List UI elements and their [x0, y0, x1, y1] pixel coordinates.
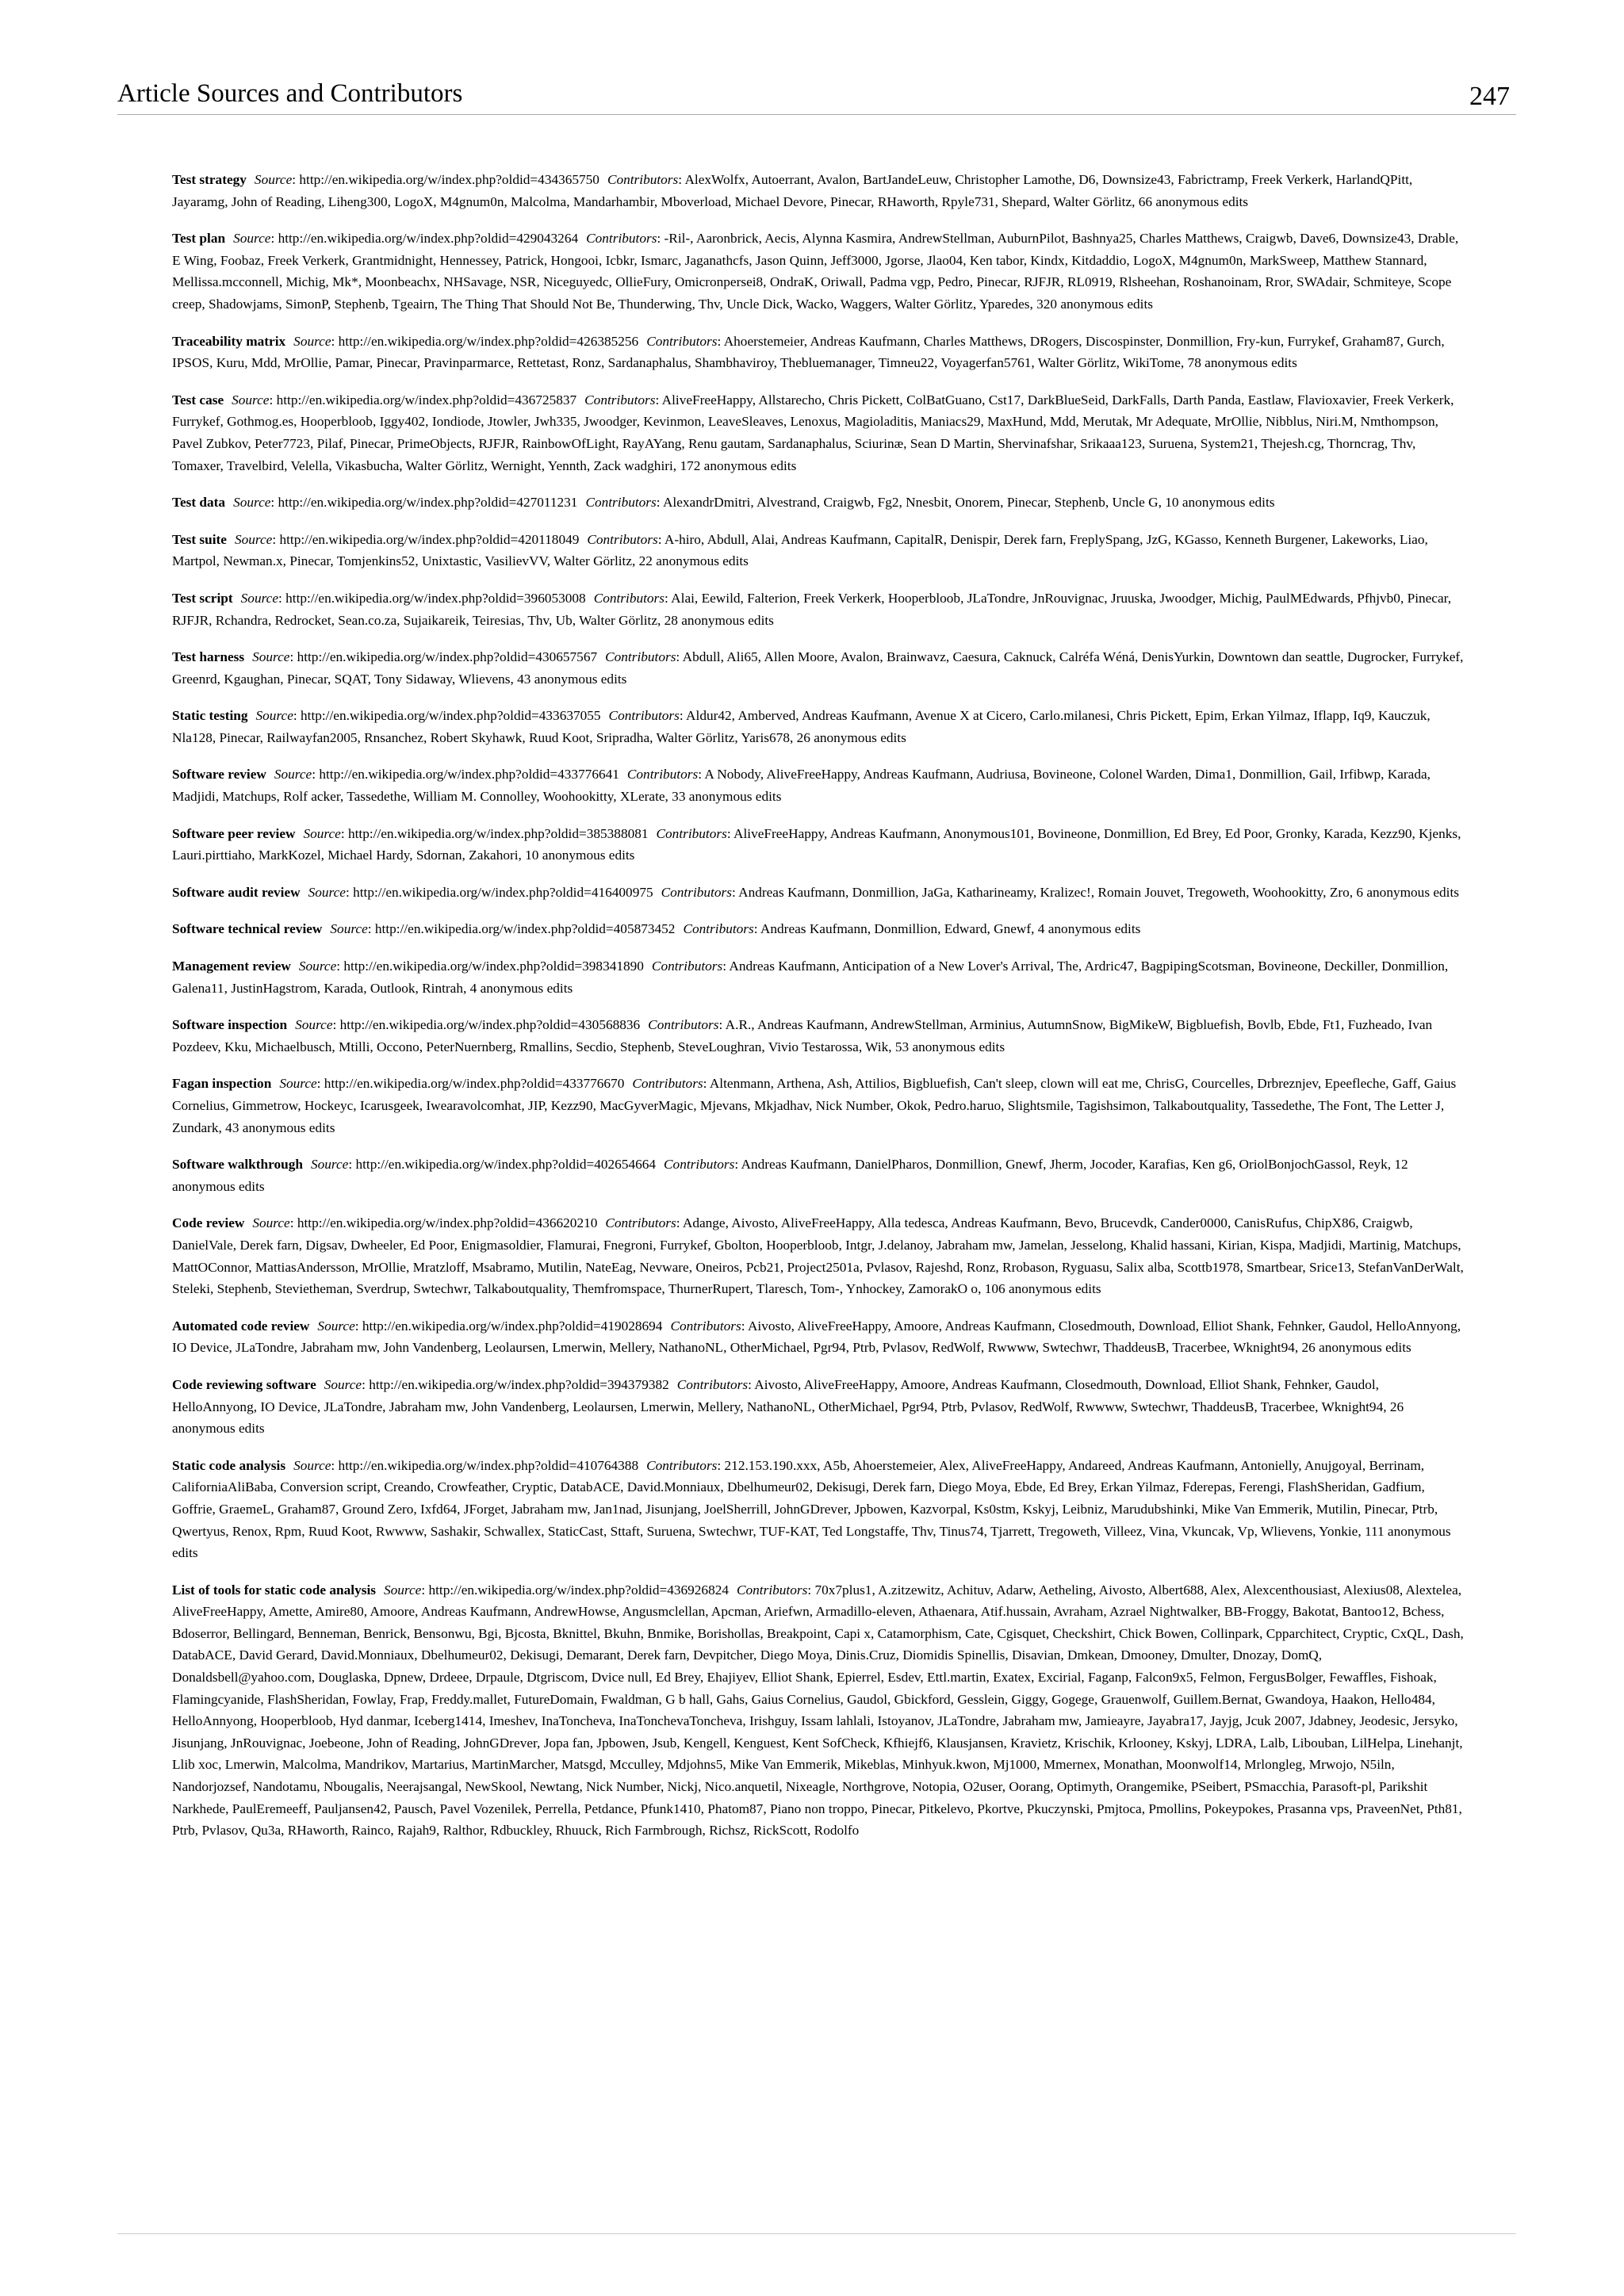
source-url[interactable]: http://en.wikipedia.org/w/index.php?oldid=426385256 [338, 333, 639, 349]
entry-title: Test harness [172, 649, 245, 665]
entry-title: Static code analysis [172, 1457, 286, 1473]
header-title: Article Sources and Contributors [117, 79, 463, 108]
contributors-list: Aivosto, AliveFreeHappy, Amoore, Andreas Kaufmann, Closedmouth, Download, Elliot Shank, Fehnker, Gaudol, HelloAnnyong, IO Device, JLaTondre, Jabraham mw, John Vandenberg, Leolaursen, Lmerwin, Mellery, NathanoNL, OtherMichael, Pgr94, Ptrb, Pvlasov, RedWolf, Rwwww, Swtechwr, ThaddeusB, Tracerbee, Wknight94, 26 anonymous edits [172, 1318, 1461, 1356]
source-url[interactable]: http://en.wikipedia.org/w/index.php?oldid=436725837 [276, 392, 577, 408]
contributors-label: Contributors [648, 1017, 719, 1033]
source-label: Source [252, 649, 290, 665]
entry-title: Code reviewing software [172, 1376, 316, 1392]
entry-title: Test plan [172, 231, 226, 247]
source-label: Source [255, 708, 293, 724]
contributors-label: Contributors [605, 649, 676, 665]
entry-title: Software technical review [172, 921, 323, 937]
source-label: Source [324, 1376, 362, 1392]
source-url[interactable]: http://en.wikipedia.org/w/index.php?oldid=396053008 [285, 590, 586, 606]
contributors-label: Contributors [737, 1582, 808, 1598]
source-url[interactable]: http://en.wikipedia.org/w/index.php?oldid=429043264 [278, 231, 579, 247]
contributors-list: 70x7plus1, A.zitzewitz, Achituv, Adarw, Aetheling, Aivosto, Albert688, Alex, Alexcenthousiast, Alexius08, Alextelea, AliveFreeHappy, Amette, Amire80, Amoore, Andreas Kaufmann, AndrewHowse, Angusmclellan, Apcman, Ariefwn, Armadillo-eleven, Athaenara, Atif.hussain, Avraham, Azrael Nightwalker, BB-Froggy, Bakotat, Bantoo12, Bchess, Bdoserror, Bellingard, Benneman, Benrick, Bensonwu, Bgi, Bjcosta, Bknittel, Bkuhn, Bnmike, Borishollas, Breakpoint, Capi x, Catamorphism, Cate, Cgisquet, Checkshirt, Chick Bowen, Collinpark, Cpparchitect, Cryptic, CxQL, Dash, DatabACE, David Gerard, David.Monniaux, Dbelhumeur02, Dekisugi, Demarant, Derek farn, Devpitcher, Diego Moya, Dinis.Cruz, Diomidis Spinellis, Disavian, Dmkean, Dmooney, Dmulter, Dnozay, DomQ, Donaldsbell@yahoo.com, Douglaska, Dpnew, Drdeee, Drpaule, Dtgriscom, Dvice null, Ed Brey, Ehajiyev, Elliot Shank, Epierrel, Esdev, Ettl.martin, Exatex, Excirial, Faganp, Falcon9x5, Felmon, FergusBolger, Fewaffles, Fishoak, Flamingcyanide, FlashSheridan, Fowlay, Frap, Freddy.mallet, FutureDomain, Fwaldman, G b hall, Gahs, Gaius Cornelius, Gaudol, Gbickford, Gesslein, Giggy, Gogege, Grauenwolf, Guillem.Bernat, Gwandoya, Haakon, Hello484, HelloAnnyong, Hooperbloob, Hyd danmar, Iceberg1414, Imeshev, InaToncheva, InaTonchevaToncheva, Irishguy, Issam lahlali, Istoyanov, JLaTondre, Jabraham mw, Jamieayre, Jayabra17, Jayjg, Jcuk 2007, Jdabney, Jeodesic, Jersyko, Jisunjang, JnRouvignac, Joebeone, John of Reading, JohnGDrever, Jopa fan, Jpbowen, Jsub, Kengell, Kenguest, Kent SofCheck, Kfhiejf6, Klausjansen, Kravietz, Krischik, Krlooney, Kskyj, LDRA, Lalb, Libouban, LilHelpa, Linehanjt, Llib xoc, Lmerwin, Malcolma, Mandrikov, Martarius, MartinMarcher, Matsgd, Mcculley, Mdjohns5, Mike Van Emmerik, Mikeblas, Minhyuk.kwon, Mj1000, Mmernex, Monathan, Moonwolf14, Mrlongleg, Mrwojo, N5iln, Nandorjozsef, Nandotamu, Nbougalis, Neerajsangal, NewSkool, Newtang, Nick Number, Nickj, Nico.anquetil, Nixeagle, Northgrove, Notopia, O2user, Oorang, Optimyth, Orangemike, PSeibert, PSmacchia, Parasoft-pl, Parikshit Narkhede, PaulEremeeff, Pauljansen42, Pausch, Pavel Vozenilek, Perrella, Petdance, Pfunk1410, Phatom87, Piano non troppo, Pinecar, Pitkelevo, Pkortve, Pkuczynski, Pmjtoca, Pmollins, Pokeypokes, Prasanna vps, PraveenNet, Pth81, Ptrb, Pvlasov, Qu3a, RHaworth, Rainco, Rajah9, Ralthor, Rdbuckley, Rhuuck, Rich Farmbrough, Richsz, RickScott, Rodolfo [172, 1582, 1464, 1839]
source-url[interactable]: http://en.wikipedia.org/w/index.php?oldid=436926824 [428, 1582, 729, 1598]
contributors-list: AlexandrDmitri, Alvestrand, Craigwb, Fg2, Nnesbit, Onorem, Pinecar, Stephenb, Uncle G, 10 anonymous edits [662, 495, 1275, 511]
source-url[interactable]: http://en.wikipedia.org/w/index.php?oldid=427011231 [278, 495, 578, 511]
contributors-list: 212.153.190.xxx, A5b, Ahoerstemeier, Alex, AliveFreeHappy, Andareed, Andreas Kaufmann, Antonielly, Anujgoyal, Berrinam, CaliforniaAliBaba, Conversion script, Creando, Crowfeather, Cryptic, DatabACE, David.Monniaux, Dbelhumeur02, Dekisugi, Derek farn, Diego Moya, Ebde, Ed Brey, Erkan Yilmaz, Fderepas, Ferengi, FlashSheridan, Gadfium, Goffrie, GraemeL, Graham87, Ground Zero, Ixfd64, JForget, Jabraham mw, Jan1nad, Jisunjang, JoelSherrill, JohnGDrever, Jpbowen, Kazvorpal, Ks0stm, Kskyj, Leibniz, Marudubshinki, Mike Van Emmerik, Mutilin, Pinecar, Ptrb, Qwertyus, Renox, Rpm, Ruud Koot, Rwwww, Sashakir, Schwallex, StaticCast, Sttaft, Suruena, Swtechwr, TUF-KAT, Ted Longstaffe, Thv, Tinus74, Tjarrett, Tregoweth, Villeez, Vina, Vkuncak, Vp, Wlievens, Yonkie, 111 anonymous edits [172, 1457, 1451, 1561]
source-label: Source [303, 825, 341, 841]
contributors-list: Andreas Kaufmann, Donmillion, Edward, Gnewf, 4 anonymous edits [760, 921, 1141, 937]
contributors-list: A-hiro, Abdull, Alai, Andreas Kaufmann, CapitalR, Denispir, Derek farn, FreplySpang, JzG, KGasso, Kenneth Burgener, Lakeworks, Liao, Martpol, Newman.x, Pinecar, Tomjenkins52, Unixtastic, VasilievVV, Walter Görlitz, 22 anonymous edits [172, 531, 1428, 569]
article-entry: Fagan inspection Source: http://en.wikipedia.org/w/index.php?oldid=433776670 Contributors: Altenmann, Arthena, Ash, Attilios, Bigbluefish, Can't sleep, clown will eat me, ChrisG, Courcelles, Drbreznjev, Epeefleche, Gaff, Gaius Cornelius, Gimmetrow, Hockeyc, Icarusgeek, Iwearavolcomhat, JIP, Kezz90, MacGyverMagic, Mjevans, Mkjadhav, Nick Number, Okok, Pedro.haruo, Slightsmile, Tagishsimon, Talkaboutquality, Tassedethe, The Font, The Letter J, Zundark, 43 anonymous edits [172, 1076, 1457, 1135]
contributors-label: Contributors [661, 884, 732, 900]
contributors-label: Contributors [626, 767, 699, 783]
entry-title: Static testing [172, 708, 248, 724]
source-label: Source [233, 231, 271, 247]
source-url[interactable]: http://en.wikipedia.org/w/index.php?oldid=416400975 [353, 884, 653, 900]
source-url[interactable]: http://en.wikipedia.org/w/index.php?oldid=385388081 [347, 825, 649, 841]
entry-title: Software peer review [172, 825, 296, 841]
contributors-list: Aldur42, Amberved, Andreas Kaufmann, Avenue X at Cicero, Carlo.milanesi, Chris Pickett, Epim, Erkan Yilmaz, Iflapp, Iq9, Kauczuk, Nla128, Pinecar, Railwayfan2005, Rnsanchez, Robert Skyhawk, Ruud Koot, Sripradha, Walter Görlitz, Yaris678, 26 anonymous edits [172, 708, 1431, 745]
source-label: Source [293, 1457, 331, 1473]
contributors-label: Contributors [605, 1215, 676, 1231]
entry-title: Software audit review [172, 884, 301, 900]
entry-title: Software walkthrough [172, 1157, 303, 1173]
contributors-label: Contributors [587, 531, 658, 547]
contributors-list: Abdull, Ali65, Allen Moore, Avalon, Brainwavz, Caesura, Caknuck, Calréfa Wéná, DenisYurkin, Downtown dan seattle, Dugrocker, Furrykef, Greenrd, Kgaughan, Pinecar, SQAT, Tony Sidaway, Wlievens, 43 anonymous edits [172, 649, 1464, 687]
source-url[interactable]: http://en.wikipedia.org/w/index.php?oldid=402654664 [355, 1157, 657, 1173]
entry-title: Automated code review [172, 1318, 310, 1334]
source-url[interactable]: http://en.wikipedia.org/w/index.php?oldid=433776641 [319, 767, 619, 783]
entry-title: Code review [172, 1215, 245, 1231]
contributors-list: Aivosto, AliveFreeHappy, Amoore, Andreas Kaufmann, Closedmouth, Download, Elliot Shank, Fehnker, Gaudol, HelloAnnyong, IO Device, JLaTondre, Jabraham mw, John Vandenberg, Leolaursen, Lmerwin, Mellery, NathanoNL, OtherMichael, Pgr94, Ptrb, Pvlasov, RedWolf, Rwwww, Swtechwr, ThaddeusB, Tracerbee, Wknight94, 26 anonymous edits [172, 1376, 1404, 1437]
source-url[interactable]: http://en.wikipedia.org/w/index.php?oldid=436620210 [297, 1215, 598, 1231]
entry-title: Test strategy [172, 172, 247, 187]
contributors-list: Andreas Kaufmann, Donmillion, JaGa, Katharineamy, Kralizec!, Romain Jouvet, Tregoweth, Woohookitty, Zro, 6 anonymous edits [738, 884, 1460, 900]
article-sources-list [172, 169, 1465, 1857]
contributors-label: Contributors [632, 1076, 703, 1092]
page-number: 247 [1469, 82, 1510, 111]
source-label: Source [233, 495, 271, 511]
source-label: Source [308, 884, 346, 900]
entry-title: Test case [172, 392, 224, 408]
source-label: Source [298, 959, 337, 974]
contributors-label: Contributors [651, 959, 723, 974]
article-entry: Static testing Source: http://en.wikipedia.org/w/index.php?oldid=433637055 Contributors: Aldur42, Amberved, Andreas Kaufmann, Avenue X at Cicero, Carlo.milanesi, Chris Pickett, Epim, Erkan Yilmaz, Iflapp, Iq9, Kauczuk, Nla128, Pinecar, Railwayfan2005, Rnsanchez, Robert Skyhawk, Ruud Koot, Sripradha, Walter Görlitz, Yaris678, 26 anonymous edits [172, 708, 1431, 745]
article-entry: List of tools for static code analysis Source: http://en.wikipedia.org/w/index.php?oldid=436926824 Contributors: 70x7plus1, A.zitzewitz, Achituv, Adarw, Aetheling, Aivosto, Albert688, Alex, Alexcenthousiast, Alexius08, Alextelea, AliveFreeHappy, Amette, Amire80, Amoore, Andreas Kaufmann, AndrewHowse, Angusmclellan, Apcman, Ariefwn, Armadillo-eleven, Athaenara, Atif.hussain, Avraham, Azrael Nightwalker, BB-Froggy, Bakotat, Bantoo12, Bchess, Bdoserror, Bellingard, Benneman, Benrick, Bensonwu, Bgi, Bjcosta, Bknittel, Bkuhn, Bnmike, Borishollas, Breakpoint, Capi x, Catamorphism, Cate, Cgisquet, Checkshirt, Chick Bowen, Collinpark, Cpparchitect, Cryptic, CxQL, Dash, DatabACE, David Gerard, David.Monniaux, Dbelhumeur02, Dekisugi, Demarant, Derek farn, Devpitcher, Diego Moya, Dinis.Cruz, Diomidis Spinellis, Disavian, Dmkean, Dmooney, Dmulter, Dnozay, DomQ, Donaldsbell@yahoo.com, Douglaska, Dpnew, Drdeee, Drpaule, Dtgriscom, Dvice null, Ed Brey, Ehajiyev, Elliot Shank, Epierrel, Esdev, Ettl.martin, Exatex, Excirial, Faganp, Falcon9x5, Felmon, FergusBolger, Fewaffles, Fishoak, Flamingcyanide, FlashSheridan, Fowlay, Frap, Freddy.mallet, FutureDomain, Fwaldman, G b hall, Gahs, Gaius Cornelius, Gaudol, Gbickford, Gesslein, Giggy, Gogege, Grauenwolf, Guillem.Bernat, Gwandoya, Haakon, Hello484, HelloAnnyong, Hooperbloob, Hyd danmar, Iceberg1414, Imeshev, InaToncheva, InaTonchevaToncheva, Irishguy, Issam lahlali, Istoyanov, JLaTondre, Jabraham mw, Jamieayre, Jayabra17, Jayjg, Jcuk 2007, Jdabney, Jeodesic, Jersyko, Jisunjang, JnRouvignac, Joebeone, John of Reading, JohnGDrever, Jopa fan, Jpbowen, Jsub, Kengell, Kenguest, Kent SofCheck, Kfhiejf6, Klausjansen, Kravietz, Krischik, Krlooney, Kskyj, LDRA, Lalb, Libouban, LilHelpa, Linehanjt, Llib xoc, Lmerwin, Malcolma, Mandrikov, Martarius, MartinMarcher, Matsgd, Mcculley, Mdjohns5, Mike Van Emmerik, Mikeblas, Minhyuk.kwon, Mj1000, Mmernex, Monathan, Moonwolf14, Mrlongleg, Mrwojo, N5iln, Nandorjozsef, Nandotamu, Nbougalis, Neerajsangal, NewSkool, Newtang, Nick Number, Nickj, Nico.anquetil, Nixeagle, Northgrove, Notopia, O2user, Oorang, Optimyth, Orangemike, PSeibert, PSmacchia, Parasoft-pl, Parikshit Narkhede, PaulEremeeff, Pauljansen42, Pausch, Pavel Vozenilek, Perrella, Petdance, Pfunk1410, Phatom87, Piano non troppo, Pinecar, Pitkelevo, Pkortve, Pkuczynski, Pmjtoca, Pmollins, Pokeypokes, Prasanna vps, PraveenNet, Pth81, Ptrb, Pvlasov, Qu3a, RHaworth, Rainco, Rajah9, Ralthor, Rdbuckley, Rhuuck, Rich Farmbrough, Richsz, RickScott, Rodolfo [172, 1582, 1464, 1839]
article-entry: Code review Source: http://en.wikipedia.org/w/index.php?oldid=436620210 Contributors: Adange, Aivosto, AliveFreeHappy, Alla tedesca, Andreas Kaufmann, Bevo, Brucevdk, Cander0000, CanisRufus, ChipX86, Craigwb, DanielVale, Derek farn, Digsav, Dwheeler, Ed Poor, Enigmasoldier, Flamurai, Fnegroni, Furrykef, Gbolton, Hooperbloob, Intgr, J.delanoy, Jabraham mw, Jamelan, Jesselong, Khalid hassani, Kirian, Kispa, Madjidi, Martinig, Matchups, MattOConnor, MattiasAndersson, MrOllie, Mratzloff, Msabramo, Mutilin, NateEag, Nevware, Oneiros, Pcb21, Project2501a, Pvlasov, Rajeshd, Ronz, Rrobason, Ryguasu, Salix alba, Scottb1978, Smartbear, Srice13, StefanVanDerWalt, Steleki, Stephenb, Stevietheman, Sverdrup, Swtechwr, Talkaboutquality, Themfromspace, ThurnerRupert, Tlaresch, Tom-, Ynhockey, ZamorakO o, 106 anonymous edits [172, 1215, 1464, 1297]
entry-title: Traceability matrix [172, 333, 286, 349]
article-entry: Test harness Source: http://en.wikipedia.org/w/index.php?oldid=430657567 Contributors: Abdull, Ali65, Allen Moore, Avalon, Brainwavz, Caesura, Caknuck, Calréfa Wéná, DenisYurkin, Downtown dan seattle, Dugrocker, Furrykef, Greenrd, Kgaughan, Pinecar, SQAT, Tony Sidaway, Wlievens, 43 anonymous edits [172, 649, 1464, 687]
article-entry: Software review Source: http://en.wikipedia.org/w/index.php?oldid=433776641 Contributors: A Nobody, AliveFreeHappy, Andreas Kaufmann, Audriusa, Bovineone, Colonel Warden, Dima1, Donmillion, Gail, Irfibwp, Karada, Madjidi, Matchups, Rolf acker, Tassedethe, William M. Connolley, Woohookitty, XLerate, 33 anonymous edits [172, 767, 1431, 805]
source-url[interactable]: http://en.wikipedia.org/w/index.php?oldid=434365750 [299, 172, 599, 187]
article-entry: Automated code review Source: http://en.wikipedia.org/w/index.php?oldid=419028694 Contributors: Aivosto, AliveFreeHappy, Amoore, Andreas Kaufmann, Closedmouth, Download, Elliot Shank, Fehnker, Gaudol, HelloAnnyong, IO Device, JLaTondre, Jabraham mw, John Vandenberg, Leolaursen, Lmerwin, Mellery, NathanoNL, OtherMichael, Pgr94, Ptrb, Pvlasov, RedWolf, Rwwww, Swtechwr, ThaddeusB, Tracerbee, Wknight94, 26 anonymous edits [172, 1318, 1461, 1356]
article-entry: Static code analysis Source: http://en.wikipedia.org/w/index.php?oldid=410764388 Contributors: 212.153.190.xxx, A5b, Ahoerstemeier, Alex, AliveFreeHappy, Andareed, Andreas Kaufmann, Antonielly, Anujgoyal, Berrinam, CaliforniaAliBaba, Conversion script, Creando, Crowfeather, Cryptic, DatabACE, David.Monniaux, Dbelhumeur02, Dekisugi, Derek farn, Diego Moya, Ebde, Ed Brey, Erkan Yilmaz, Fderepas, Ferengi, FlashSheridan, Gadfium, Goffrie, GraemeL, Graham87, Ground Zero, Ixfd64, JForget, Jabraham mw, Jan1nad, Jisunjang, JoelSherrill, JohnGDrever, Jpbowen, Kazvorpal, Ks0stm, Kskyj, Leibniz, Marudubshinki, Mike Van Emmerik, Mutilin, Pinecar, Ptrb, Qwertyus, Renox, Rpm, Ruud Koot, Rwwww, Sashakir, Schwallex, StaticCast, Sttaft, Suruena, Swtechwr, TUF-KAT, Ted Longstaffe, Thv, Tinus74, Tjarrett, Tregoweth, Villeez, Vina, Vkuncak, Vp, Wlievens, Yonkie, 111 anonymous edits [172, 1457, 1451, 1561]
article-entry: Software walkthrough Source: http://en.wikipedia.org/w/index.php?oldid=402654664 Contributors: Andreas Kaufmann, DanielPharos, Donmillion, Gnewf, Jherm, Jocoder, Karafias, Ken g6, OriolBonjochGassol, Reyk, 12 anonymous edits [172, 1157, 1408, 1194]
entry-title: Test suite [172, 531, 227, 547]
contributors-list: Ahoerstemeier, Andreas Kaufmann, Charles Matthews, DRogers, Discospinster, Donmillion, Fry-kun, Furrykef, Graham87, Gurch, IPSOS, Kuru, Mdd, MrOllie, Pamar, Pinecar, Pravinparmarce, Rettetast, Ronz, Sardanaphalus, Shambhaviroy, Thebluemanager, Timneu22, Voyagerfan5761, Walter Görlitz, WikiTome, 78 anonymous edits [172, 333, 1445, 371]
source-label: Source [383, 1582, 422, 1598]
article-entry: Software peer review Source: http://en.wikipedia.org/w/index.php?oldid=385388081 Contributors: AliveFreeHappy, Andreas Kaufmann, Anonymous101, Bovineone, Donmillion, Ed Brey, Ed Poor, Gronky, Karada, Kezz90, Kjenks, Lauri.pirttiaho, MarkKozel, Michael Hardy, Sdornan, Zakahori, 10 anonymous edits [172, 825, 1461, 863]
source-label: Source [232, 392, 270, 408]
contributors-list: AliveFreeHappy, Allstarecho, Chris Pickett, ColBatGuano, Cst17, DarkBlueSeid, DarkFalls, Darth Panda, Eastlaw, Flavioxavier, Freek Verkerk, Furrykef, Gothmog.es, Hooperbloob, Iggy402, Iondiode, Jtowler, Jwh335, Jwoodger, Kevinmon, LeaveSleaves, Lenoxus, Magioladitis, Maniacs29, MaxHund, Mdd, Merutak, Mr Adequate, MrOllie, Nibblus, Niri.M, Nmthompson, Pavel Zubkov, Peter7723, Pilaf, Pinecar, PrimeObjects, RJFJR, RainbowOfLight, RayAYang, Renu gautam, Sardanaphalus, Sciurinæ, Sean D Martin, Shervinafshar, Srikaaa123, Suruena, System21, Thejesh.cg, Thorncrag, Thv, Tomaxer, Travelbird, Velella, Vikasbucha, Walter Görlitz, Wernight, Yennth, Zack wadghiri, 172 anonymous edits [172, 392, 1454, 473]
contributors-list: AlexWolfx, Autoerrant, Avalon, BartJandeLeuw, Christopher Lamothe, D6, Downsize43, Fabrictramp, Freek Verkerk, HarlandQPitt, Jayaramg, John of Reading, Liheng300, LogoX, M4gnum0n, Malcolma, Mandarhambir, Mboverload, Michael Devore, Pinecar, RHaworth, Rpyle731, Shepard, Walter Görlitz, 66 anonymous edits [172, 172, 1413, 209]
entry-title: Test script [172, 590, 233, 606]
source-url[interactable]: http://en.wikipedia.org/w/index.php?oldid=430657567 [297, 649, 598, 665]
article-entry: Code reviewing software Source: http://en.wikipedia.org/w/index.php?oldid=394379382 Contributors: Aivosto, AliveFreeHappy, Amoore, Andreas Kaufmann, Closedmouth, Download, Elliot Shank, Fehnker, Gaudol, HelloAnnyong, IO Device, JLaTondre, Jabraham mw, John Vandenberg, Leolaursen, Lmerwin, Mellery, NathanoNL, OtherMichael, Pgr94, Ptrb, Pvlasov, RedWolf, Rwwww, Swtechwr, ThaddeusB, Tracerbee, Wknight94, 26 anonymous edits [172, 1376, 1404, 1437]
source-label: Source [317, 1318, 355, 1334]
source-label: Source [295, 1017, 333, 1033]
source-label: Source [254, 172, 293, 187]
article-entry: Software technical review Source: http://en.wikipedia.org/w/index.php?oldid=405873452 Contributors: Andreas Kaufmann, Donmillion, Edward, Gnewf, 4 anonymous edits [172, 921, 1141, 937]
contributors-label: Contributors [585, 495, 657, 511]
article-entry: Test data Source: http://en.wikipedia.org/w/index.php?oldid=427011231 Contributors: AlexandrDmitri, Alvestrand, Craigwb, Fg2, Nnesbit, Onorem, Pinecar, Stephenb, Uncle G, 10 anonymous edits [172, 495, 1275, 511]
source-url[interactable]: http://en.wikipedia.org/w/index.php?oldid=398341890 [343, 959, 644, 974]
article-entry: Software audit review Source: http://en.wikipedia.org/w/index.php?oldid=416400975 Contributors: Andreas Kaufmann, Donmillion, JaGa, Katharineamy, Kralizec!, Romain Jouvet, Tregoweth, Woohookitty, Zro, 6 anonymous edits [172, 884, 1460, 900]
contributors-list: -Ril-, Aaronbrick, Aecis, Alynna Kasmira, AndrewStellman, AuburnPilot, Bashnya25, Charles Matthews, Craigwb, Dave6, Downsize43, Drable, E Wing, Foobaz, Freek Verkerk, Grantmidnight, Hennessey, Patrick, Hongooi, Icbkr, Ismarc, Jaganathcfs, Jason Quinn, Jeff3000, Jgorse, Jlao04, Ken tabor, Kindx, Kitdaddio, LogoX, M4gnum0n, MarkSweep, Matthew Stannard, Mellissa.mcconnell, Michig, Mk*, Moonbeachx, NHSavage, NSR, Niceguyedc, OllieFury, Omicronpersei8, OndraK, Oriwall, Padma vgp, Pedro, Pinecar, RJFJR, RL0919, Rlsheehan, Roshanoinam, Rror, SWAdair, Schmiteye, Scope creep, Shadowjams, SimonP, Stephenb, Tgeairn, The Thing That Should Not Be, Thunderwing, Thv, Uncle Dick, Wacko, Waggers, Walter Görlitz, Yparedes, 320 anonymous edits [172, 231, 1459, 312]
contributors-label: Contributors [656, 825, 727, 841]
article-entry: Traceability matrix Source: http://en.wikipedia.org/w/index.php?oldid=426385256 Contributors: Ahoerstemeier, Andreas Kaufmann, Charles Matthews, DRogers, Discospinster, Donmillion, Fry-kun, Furrykef, Graham87, Gurch, IPSOS, Kuru, Mdd, MrOllie, Pamar, Pinecar, Pravinparmarce, Rettetast, Ronz, Sardanaphalus, Shambhaviroy, Thebluemanager, Timneu22, Voyagerfan5761, Walter Görlitz, WikiTome, 78 anonymous edits [172, 333, 1445, 371]
contributors-list: Andreas Kaufmann, DanielPharos, Donmillion, Gnewf, Jherm, Jocoder, Karafias, Ken g6, OriolBonjochGassol, Reyk, 12 anonymous edits [172, 1157, 1408, 1194]
source-label: Source [234, 531, 273, 547]
article-entry: Test script Source: http://en.wikipedia.org/w/index.php?oldid=396053008 Contributors: Alai, Eewild, Falterion, Freek Verkerk, Hooperbloob, JLaTondre, JnRouvignac, Jruuska, Jwoodger, Michig, PaulMEdwards, Pfhjvb0, Pinecar, RJFJR, Rchandra, Redrocket, Sean.co.za, Sujaikareik, Teiresias, Thv, Ub, Walter Görlitz, 28 anonymous edits [172, 590, 1452, 628]
source-url[interactable]: http://en.wikipedia.org/w/index.php?oldid=405873452 [374, 921, 676, 937]
contributors-label: Contributors [586, 231, 657, 247]
contributors-list: A Nobody, AliveFreeHappy, Andreas Kaufmann, Audriusa, Bovineone, Colonel Warden, Dima1, Donmillion, Gail, Irfibwp, Karada, Madjidi, Matchups, Rolf acker, Tassedethe, William M. Connolley, Woohookitty, XLerate, 33 anonymous edits [172, 767, 1431, 805]
contributors-list: Altenmann, Arthena, Ash, Attilios, Bigbluefish, Can't sleep, clown will eat me, ChrisG, Courcelles, Drbreznjev, Epeefleche, Gaff, Gaius Cornelius, Gimmetrow, Hockeyc, Icarusgeek, Iwearavolcomhat, JIP, Kezz90, MacGyverMagic, Mjevans, Mkjadhav, Nick Number, Okok, Pedro.haruo, Slightsmile, Tagishsimon, Talkaboutquality, Tassedethe, The Font, The Letter J, Zundark, 43 anonymous edits [172, 1076, 1457, 1135]
contributors-list: Adange, Aivosto, AliveFreeHappy, Alla tedesca, Andreas Kaufmann, Bevo, Brucevdk, Cander0000, CanisRufus, ChipX86, Craigwb, DanielVale, Derek farn, Digsav, Dwheeler, Ed Poor, Enigmasoldier, Flamurai, Fnegroni, Furrykef, Gbolton, Hooperbloob, Intgr, J.delanoy, Jabraham mw, Jamelan, Jesselong, Khalid hassani, Kirian, Kispa, Madjidi, Martinig, Matchups, MattOConnor, MattiasAndersson, MrOllie, Mratzloff, Msabramo, Mutilin, NateEag, Nevware, Oneiros, Pcb21, Project2501a, Pvlasov, Rajeshd, Ronz, Rrobason, Ryguasu, Salix alba, Scottb1978, Smartbear, Srice13, StefanVanDerWalt, Steleki, Stephenb, Stevietheman, Sverdrup, Swtechwr, Talkaboutquality, Themfromspace, ThurnerRupert, Tlaresch, Tom-, Ynhockey, ZamorakO o, 106 anonymous edits [172, 1215, 1464, 1297]
article-entry: Test case Source: http://en.wikipedia.org/w/index.php?oldid=436725837 Contributors: AliveFreeHappy, Allstarecho, Chris Pickett, ColBatGuano, Cst17, DarkBlueSeid, DarkFalls, Darth Panda, Eastlaw, Flavioxavier, Freek Verkerk, Furrykef, Gothmog.es, Hooperbloob, Iggy402, Iondiode, Jtowler, Jwh335, Jwoodger, Kevinmon, LeaveSleaves, Lenoxus, Magioladitis, Maniacs29, MaxHund, Mdd, Merutak, Mr Adequate, MrOllie, Nibblus, Niri.M, Nmthompson, Pavel Zubkov, Peter7723, Pilaf, Pinecar, PrimeObjects, RJFJR, RainbowOfLight, RayAYang, Renu gautam, Sardanaphalus, Sciurinæ, Sean D Martin, Shervinafshar, Srikaaa123, Suruena, System21, Thejesh.cg, Thorncrag, Thv, Tomaxer, Travelbird, Velella, Vikasbucha, Walter Görlitz, Wernight, Yennth, Zack wadghiri, 172 anonymous edits [172, 392, 1454, 473]
contributors-label: Contributors [646, 333, 718, 349]
page-header [117, 78, 1516, 115]
entry-title: Software inspection [172, 1017, 288, 1033]
source-label: Source [274, 767, 312, 783]
contributors-label: Contributors [584, 392, 656, 408]
source-url[interactable]: http://en.wikipedia.org/w/index.php?oldid=433637055 [301, 708, 601, 724]
entry-title: Fagan inspection [172, 1076, 272, 1092]
source-url[interactable]: http://en.wikipedia.org/w/index.php?oldid=419028694 [362, 1318, 663, 1334]
source-url[interactable]: http://en.wikipedia.org/w/index.php?oldid=394379382 [369, 1376, 669, 1392]
contributors-label: Contributors [670, 1318, 741, 1334]
contributors-label: Contributors [683, 921, 754, 937]
contributors-list: AliveFreeHappy, Andreas Kaufmann, Anonymous101, Bovineone, Donmillion, Ed Brey, Ed Poor, Gronky, Karada, Kezz90, Kjenks, Lauri.pirttiaho, MarkKozel, Michael Hardy, Sdornan, Zakahori, 10 anonymous edits [172, 825, 1461, 863]
contributors-label: Contributors [664, 1157, 735, 1173]
source-label: Source [252, 1215, 290, 1231]
source-url[interactable]: http://en.wikipedia.org/w/index.php?oldid=433776670 [324, 1076, 625, 1092]
source-label: Source [240, 590, 279, 606]
contributors-list: Andreas Kaufmann, Anticipation of a New Lover's Arrival, The, Ardric47, BagpipingScotsman, Bovineone, Deckiller, Donmillion, Galena11, JustinHagstrom, Karada, Outlook, Rintrah, 4 anonymous edits [172, 959, 1449, 996]
contributors-label: Contributors [646, 1457, 718, 1473]
source-url[interactable]: http://en.wikipedia.org/w/index.php?oldid=420118049 [279, 531, 580, 547]
entry-title: Software review [172, 767, 266, 783]
contributors-label: Contributors [607, 172, 679, 187]
entry-title: Test data [172, 495, 226, 511]
source-url[interactable]: http://en.wikipedia.org/w/index.php?oldid=430568836 [339, 1017, 641, 1033]
contributors-label: Contributors [676, 1376, 749, 1392]
article-entry: Management review Source: http://en.wikipedia.org/w/index.php?oldid=398341890 Contributors: Andreas Kaufmann, Anticipation of a New Lover's Arrival, The, Ardric47, BagpipingScotsman, Bovineone, Deckiller, Donmillion, Galena11, JustinHagstrom, Karada, Outlook, Rintrah, 4 anonymous edits [172, 959, 1449, 996]
article-entry: Software inspection Source: http://en.wikipedia.org/w/index.php?oldid=430568836 Contributors: A.R., Andreas Kaufmann, AndrewStellman, Arminius, AutumnSnow, BigMikeW, Bigbluefish, Bovlb, Ebde, Ft1, Fuzheado, Ivan Pozdeev, Kku, Michaelbusch, Mtilli, Occono, PeterNuernberg, Rmallins, Secdio, Stephenb, SteveLoughran, Vivio Testarossa, Wik, 53 anonymous edits [172, 1017, 1433, 1054]
source-label: Source [293, 333, 331, 349]
entry-title: Management review [172, 959, 291, 974]
source-url[interactable]: http://en.wikipedia.org/w/index.php?oldid=410764388 [338, 1457, 639, 1473]
contributors-label: Contributors [608, 708, 680, 724]
contributors-list: A.R., Andreas Kaufmann, AndrewStellman, Arminius, AutumnSnow, BigMikeW, Bigbluefish, Bovlb, Ebde, Ft1, Fuzheado, Ivan Pozdeev, Kku, Michaelbusch, Mtilli, Occono, PeterNuernberg, Rmallins, Secdio, Stephenb, SteveLoughran, Vivio Testarossa, Wik, 53 anonymous edits [172, 1017, 1433, 1054]
source-label: Source [330, 921, 368, 937]
article-entry: Test plan Source: http://en.wikipedia.org/w/index.php?oldid=429043264 Contributors: -Ril-, Aaronbrick, Aecis, Alynna Kasmira, AndrewStellman, AuburnPilot, Bashnya25, Charles Matthews, Craigwb, Dave6, Downsize43, Drable, E Wing, Foobaz, Freek Verkerk, Grantmidnight, Hennessey, Patrick, Hongooi, Icbkr, Ismarc, Jaganathcfs, Jason Quinn, Jeff3000, Jgorse, Jlao04, Ken tabor, Kindx, Kitdaddio, LogoX, M4gnum0n, MarkSweep, Matthew Stannard, Mellissa.mcconnell, Michig, Mk*, Moonbeachx, NHSavage, NSR, Niceguyedc, OllieFury, Omicronpersei8, OndraK, Oriwall, Padma vgp, Pedro, Pinecar, RJFJR, RL0919, Rlsheehan, Roshanoinam, Rror, SWAdair, Schmiteye, Scope creep, Shadowjams, SimonP, Stephenb, Tgeairn, The Thing That Should Not Be, Thunderwing, Thv, Uncle Dick, Wacko, Waggers, Walter Görlitz, Yparedes, 320 anonymous edits [172, 231, 1459, 312]
source-label: Source [279, 1076, 317, 1092]
entry-title: List of tools for static code analysis [172, 1582, 376, 1598]
article-entry: Test suite Source: http://en.wikipedia.org/w/index.php?oldid=420118049 Contributors: A-hiro, Abdull, Alai, Andreas Kaufmann, CapitalR, Denispir, Derek farn, FreplySpang, JzG, KGasso, Kenneth Burgener, Lakeworks, Liao, Martpol, Newman.x, Pinecar, Tomjenkins52, Unixtastic, VasilievVV, Walter Görlitz, 22 anonymous edits [172, 531, 1428, 569]
footer-divider [117, 2233, 1516, 2234]
contributors-label: Contributors [593, 590, 665, 606]
source-label: Source [311, 1157, 349, 1173]
contributors-list: Alai, Eewild, Falterion, Freek Verkerk, Hooperbloob, JLaTondre, JnRouvignac, Jruuska, Jwoodger, Michig, PaulMEdwards, Pfhjvb0, Pinecar, RJFJR, Rchandra, Redrocket, Sean.co.za, Sujaikareik, Teiresias, Thv, Ub, Walter Görlitz, 28 anonymous edits [172, 590, 1452, 628]
article-entry: Test strategy Source: http://en.wikipedia.org/w/index.php?oldid=434365750 Contributors: AlexWolfx, Autoerrant, Avalon, BartJandeLeuw, Christopher Lamothe, D6, Downsize43, Fabrictramp, Freek Verkerk, HarlandQPitt, Jayaramg, John of Reading, Liheng300, LogoX, M4gnum0n, Malcolma, Mandarhambir, Mboverload, Michael Devore, Pinecar, RHaworth, Rpyle731, Shepard, Walter Görlitz, 66 anonymous edits [172, 172, 1413, 209]
